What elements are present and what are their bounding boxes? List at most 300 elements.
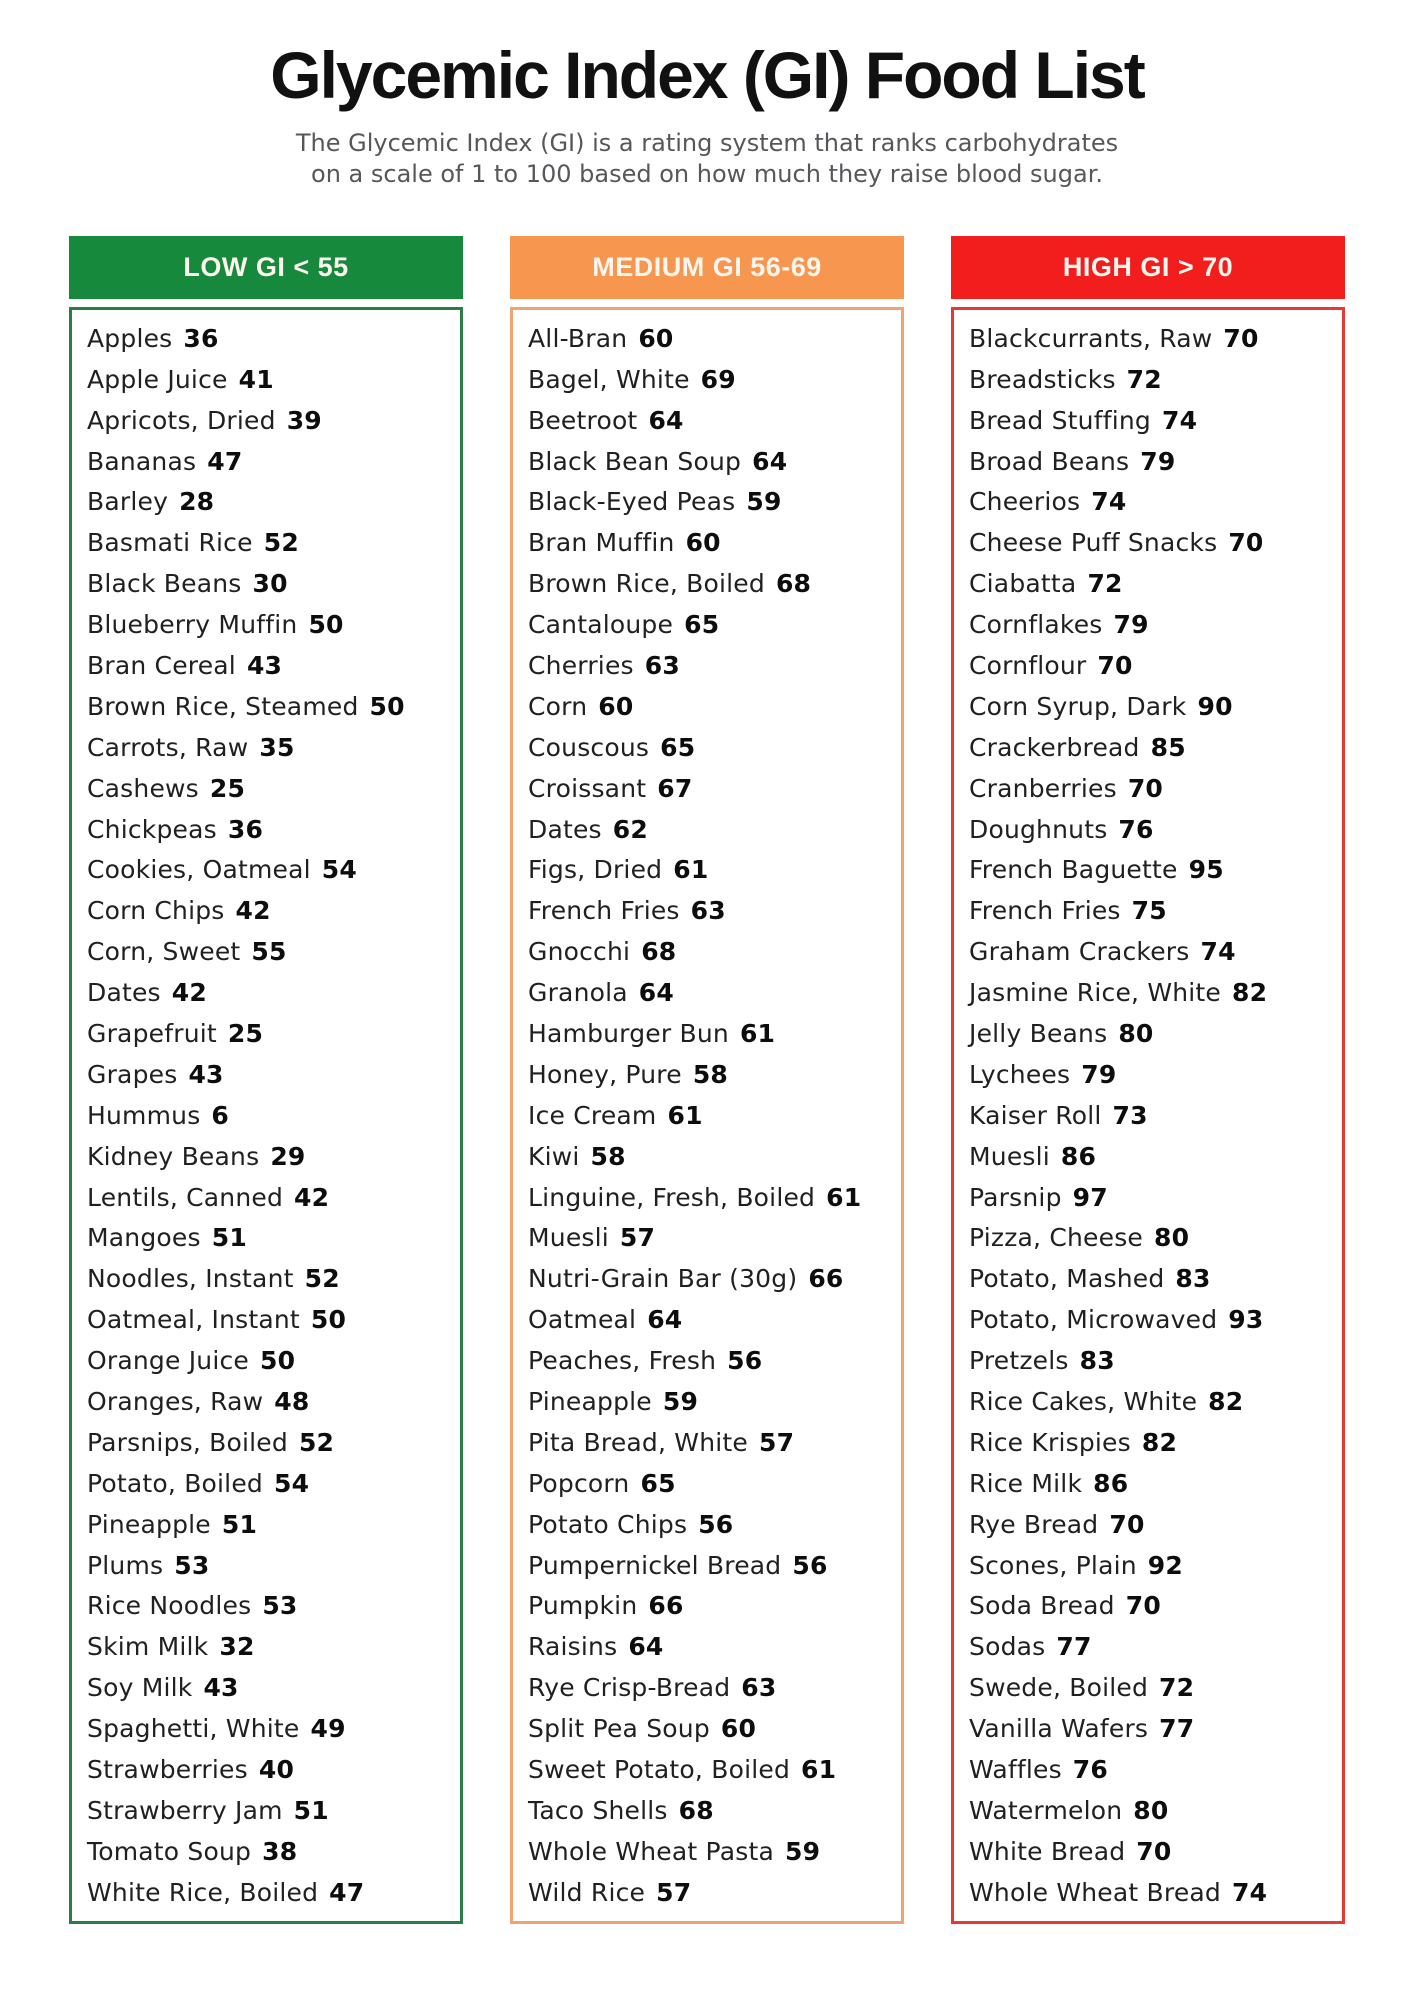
column-header-medium: MEDIUM GI 56-69 (510, 236, 904, 299)
food-name: Apple Juice (87, 364, 228, 394)
food-item (969, 849, 1334, 890)
food-name: Brown Rice, Boiled (528, 569, 765, 599)
food-gi-value: 68 (775, 569, 812, 599)
food-name: Pizza, Cheese (969, 1223, 1143, 1253)
food-gi-value: 54 (273, 1468, 310, 1498)
food-name: Waffles (969, 1755, 1062, 1784)
food-item (528, 1872, 893, 1913)
food-item (528, 1831, 893, 1872)
food-item (969, 1258, 1334, 1299)
food-item (87, 400, 452, 441)
food-item (528, 931, 893, 972)
food-name: Blueberry Muffin (87, 610, 298, 640)
food-gi-value: 38 (262, 1836, 298, 1866)
food-name: Nutri-Grain Bar (30g) (528, 1264, 798, 1294)
food-item (528, 1586, 893, 1627)
food-gi-value: 28 (179, 487, 215, 517)
food-gi-value: 57 (758, 1427, 795, 1457)
food-item (87, 359, 452, 400)
food-item (969, 1831, 1334, 1872)
food-name: Noodles, Instant (87, 1264, 294, 1294)
food-gi-value: 74 (1091, 487, 1127, 517)
food-gi-value: 83 (1079, 1346, 1115, 1376)
food-name: Mangoes (87, 1223, 201, 1253)
food-gi-value: 43 (246, 650, 283, 680)
food-item (87, 1708, 452, 1749)
food-item (87, 1258, 452, 1299)
food-name: Bread Stuffing (969, 405, 1151, 435)
food-gi-value: 57 (656, 1877, 692, 1907)
food-item (528, 604, 893, 645)
food-name: Vanilla Wafers (969, 1714, 1149, 1744)
food-gi-value: 83 (1175, 1264, 1211, 1294)
food-item (528, 522, 893, 563)
food-name: Black-Eyed Peas (528, 487, 736, 517)
food-item (528, 1217, 893, 1258)
food-gi-value: 86 (1093, 1468, 1129, 1498)
food-name: Sodas (969, 1632, 1046, 1662)
food-item (87, 1095, 452, 1136)
food-item (969, 1586, 1334, 1627)
food-gi-value: 70 (1228, 528, 1264, 558)
page-subtitle (0, 128, 1414, 190)
food-item (528, 972, 893, 1013)
food-gi-value: 77 (1159, 1714, 1195, 1744)
food-item (528, 1422, 893, 1463)
food-name: Pumpkin (528, 1591, 638, 1621)
food-name: French Baguette (969, 855, 1178, 885)
food-name: Soda Bread (969, 1591, 1115, 1621)
food-item (87, 1463, 452, 1504)
food-name: Parsnips, Boiled (87, 1427, 288, 1457)
food-name: Corn (528, 691, 588, 721)
food-name: Croissant (528, 773, 647, 803)
food-item (969, 1340, 1334, 1381)
food-item (969, 645, 1334, 686)
food-item (528, 1463, 893, 1504)
food-gi-value: 68 (641, 937, 677, 967)
food-name: Cashews (87, 773, 199, 803)
food-item (969, 1545, 1334, 1586)
food-item (969, 318, 1334, 359)
food-name: Doughnuts (969, 814, 1108, 844)
food-name: Oatmeal (528, 1305, 637, 1335)
food-gi-value: 63 (741, 1673, 777, 1703)
food-item (87, 1340, 452, 1381)
food-gi-value: 70 (1097, 650, 1133, 680)
food-item (969, 1381, 1334, 1422)
food-gi-value: 47 (329, 1877, 365, 1907)
food-name: Barley (87, 487, 169, 517)
food-gi-value: 59 (746, 487, 782, 517)
food-name: Pita Bread, White (528, 1427, 748, 1457)
gi-columns-container (68, 236, 1346, 1924)
food-item (969, 563, 1334, 604)
food-gi-value: 6 (211, 1100, 230, 1130)
food-item (87, 1299, 452, 1340)
food-item (87, 972, 452, 1013)
food-gi-value: 58 (590, 1141, 626, 1171)
food-name: Potato, Boiled (87, 1468, 263, 1498)
food-name: Cornflour (969, 650, 1087, 680)
food-name: Rye Bread (969, 1509, 1099, 1539)
food-item (969, 359, 1334, 400)
food-item (969, 1095, 1334, 1136)
food-name: All-Bran (528, 323, 628, 353)
food-name: Cornflakes (969, 610, 1103, 640)
food-name: French Fries (969, 896, 1121, 926)
food-gi-value: 61 (826, 1182, 862, 1212)
food-name: Lentils, Canned (87, 1182, 284, 1212)
food-name: Breadsticks (969, 364, 1116, 394)
food-gi-value: 51 (221, 1509, 258, 1539)
food-item (87, 1013, 452, 1054)
food-item (87, 1831, 452, 1872)
food-item (969, 809, 1334, 850)
food-item (87, 1422, 452, 1463)
food-gi-value: 60 (720, 1714, 757, 1744)
food-gi-value: 61 (667, 1100, 703, 1130)
food-name: Muesli (969, 1141, 1050, 1171)
food-name: Hamburger Bun (528, 1018, 729, 1048)
column-header-low: LOW GI < 55 (69, 236, 463, 299)
food-name: Cookies, Oatmeal (87, 855, 311, 885)
food-item (969, 1299, 1334, 1340)
food-gi-value: 48 (274, 1386, 310, 1416)
food-name: Grapes (87, 1059, 178, 1089)
food-gi-value: 70 (1223, 323, 1259, 353)
food-gi-value: 53 (262, 1591, 298, 1621)
food-item (528, 1054, 893, 1095)
food-gi-value: 76 (1118, 814, 1154, 844)
subtitle-line-1: The Glycemic Index (GI) is a rating system that ranks carbohydrates (295, 128, 1119, 157)
food-name: Muesli (528, 1223, 609, 1253)
food-name: Oranges, Raw (87, 1386, 264, 1416)
food-name: French Fries (528, 896, 680, 926)
food-item (969, 1667, 1334, 1708)
food-item (528, 1136, 893, 1177)
food-item (969, 931, 1334, 972)
food-item (87, 1667, 452, 1708)
food-gi-value: 68 (678, 1795, 714, 1825)
food-item (87, 318, 452, 359)
food-name: Skim Milk (87, 1632, 209, 1662)
food-item (969, 727, 1334, 768)
food-item (528, 686, 893, 727)
food-item (969, 400, 1334, 441)
food-gi-value: 55 (251, 937, 287, 967)
food-name: Corn Chips (87, 896, 225, 926)
food-item (528, 1299, 893, 1340)
food-name: Black Beans (87, 569, 242, 599)
food-name: Pineapple (87, 1509, 211, 1539)
food-item (87, 1504, 452, 1545)
food-gi-value: 60 (638, 323, 674, 353)
food-gi-value: 86 (1060, 1141, 1097, 1171)
food-name: Rice Cakes, White (969, 1386, 1198, 1416)
food-gi-value: 82 (1141, 1427, 1178, 1457)
food-name: Pretzels (969, 1346, 1069, 1376)
food-gi-value: 62 (612, 814, 648, 844)
food-name: Broad Beans (969, 446, 1130, 476)
column-list-medium (510, 307, 904, 1924)
food-name: Crackerbread (969, 732, 1140, 762)
food-gi-value: 80 (1118, 1018, 1154, 1048)
food-name: Graham Crackers (969, 937, 1190, 967)
food-name: Granola (528, 978, 628, 1008)
food-item (969, 768, 1334, 809)
food-gi-value: 61 (673, 855, 709, 885)
food-item (87, 1545, 452, 1586)
food-gi-value: 52 (263, 528, 299, 558)
food-gi-value: 75 (1131, 896, 1167, 926)
food-gi-value: 74 (1232, 1877, 1268, 1907)
food-gi-value: 70 (1127, 773, 1164, 803)
food-name: Watermelon (969, 1795, 1123, 1825)
food-gi-value: 70 (1136, 1836, 1172, 1866)
food-gi-value: 32 (219, 1632, 255, 1662)
food-gi-value: 43 (203, 1673, 239, 1703)
food-item (528, 645, 893, 686)
food-name: Apples (87, 323, 173, 353)
food-name: Potato, Mashed (969, 1264, 1165, 1294)
food-gi-value: 52 (304, 1264, 340, 1294)
food-name: Whole Wheat Pasta (528, 1836, 774, 1866)
food-gi-value: 93 (1228, 1305, 1264, 1335)
food-gi-value: 65 (660, 732, 696, 762)
food-item (87, 1177, 452, 1218)
food-item (87, 890, 452, 931)
food-item (528, 1095, 893, 1136)
food-item (528, 1749, 893, 1790)
subtitle-line-2: on a scale of 1 to 100 based on how much they raise blood sugar. (311, 159, 1103, 188)
food-item (969, 1504, 1334, 1545)
food-gi-value: 69 (700, 364, 736, 394)
food-item (87, 849, 452, 890)
food-name: Apricots, Dried (87, 405, 276, 435)
food-name: Split Pea Soup (528, 1714, 710, 1744)
food-item (969, 481, 1334, 522)
column-list-low (69, 307, 463, 1924)
food-gi-value: 40 (258, 1755, 295, 1784)
food-name: Bananas (87, 446, 197, 476)
food-name: Rye Crisp-Bread (528, 1673, 731, 1703)
food-gi-value: 60 (685, 528, 721, 558)
food-gi-value: 74 (1161, 405, 1198, 435)
food-name: Strawberries (87, 1755, 248, 1784)
food-name: Honey, Pure (528, 1059, 682, 1089)
food-item (87, 1586, 452, 1627)
food-item (969, 890, 1334, 931)
food-gi-value: 42 (235, 896, 271, 926)
food-name: Dates (87, 978, 161, 1008)
food-name: Scones, Plain (969, 1550, 1137, 1580)
food-item (87, 727, 452, 768)
food-item (969, 441, 1334, 482)
food-name: Parsnip (969, 1182, 1062, 1212)
food-name: Cantaloupe (528, 610, 674, 640)
food-gi-value: 42 (294, 1182, 330, 1212)
food-gi-value: 64 (638, 978, 674, 1008)
food-name: Taco Shells (528, 1795, 668, 1825)
food-name: Sweet Potato, Boiled (528, 1755, 791, 1784)
food-item (528, 1340, 893, 1381)
food-gi-value: 65 (684, 610, 720, 640)
food-name: Dates (528, 814, 602, 844)
food-item (87, 481, 452, 522)
food-name: Linguine, Fresh, Boiled (528, 1182, 816, 1212)
food-item (969, 1422, 1334, 1463)
food-item (969, 1872, 1334, 1913)
food-name: Pumpernickel Bread (528, 1550, 782, 1580)
food-gi-value: 80 (1154, 1223, 1190, 1253)
food-gi-value: 66 (808, 1264, 844, 1294)
food-gi-value: 57 (619, 1223, 656, 1253)
food-item (528, 1790, 893, 1831)
food-item (87, 809, 452, 850)
food-item (969, 604, 1334, 645)
food-gi-value: 64 (628, 1632, 664, 1662)
food-gi-value: 79 (1081, 1059, 1117, 1089)
food-gi-value: 53 (174, 1550, 210, 1580)
food-name: Bagel, White (528, 364, 690, 394)
food-item (969, 1136, 1334, 1177)
food-item (528, 1545, 893, 1586)
food-item (87, 1136, 452, 1177)
food-name: Cranberries (969, 773, 1117, 803)
food-name: Soy Milk (87, 1673, 193, 1703)
food-gi-value: 92 (1147, 1550, 1183, 1580)
food-gi-value: 50 (310, 1305, 347, 1335)
food-gi-value: 64 (648, 405, 684, 435)
food-gi-value: 41 (238, 364, 274, 394)
food-gi-value: 64 (647, 1305, 683, 1335)
food-gi-value: 51 (293, 1795, 329, 1825)
food-item (87, 1872, 452, 1913)
food-name: Grapefruit (87, 1018, 217, 1048)
food-item (87, 563, 452, 604)
food-name: Figs, Dried (528, 855, 663, 885)
food-gi-value: 29 (270, 1141, 306, 1171)
food-item (969, 1790, 1334, 1831)
food-name: Basmati Rice (87, 528, 253, 558)
food-item (87, 522, 452, 563)
food-name: Cherries (528, 650, 634, 680)
food-gi-value: 56 (698, 1509, 734, 1539)
food-name: Whole Wheat Bread (969, 1877, 1221, 1907)
food-name: White Bread (969, 1836, 1126, 1866)
food-name: Oatmeal, Instant (87, 1305, 300, 1335)
column-high-gi (951, 236, 1345, 1924)
food-gi-value: 56 (727, 1346, 763, 1376)
food-item (87, 1790, 452, 1831)
food-item (969, 1177, 1334, 1218)
food-gi-value: 47 (207, 446, 243, 476)
food-item (969, 1626, 1334, 1667)
food-name: Carrots, Raw (87, 732, 249, 762)
food-gi-value: 42 (171, 978, 207, 1008)
food-gi-value: 60 (598, 691, 634, 721)
food-item (528, 1667, 893, 1708)
food-item (969, 972, 1334, 1013)
food-gi-value: 82 (1208, 1386, 1244, 1416)
food-item (87, 1217, 452, 1258)
food-name: Strawberry Jam (87, 1795, 283, 1825)
food-name: Corn, Sweet (87, 937, 241, 967)
food-name: Orange Juice (87, 1346, 250, 1376)
food-name: Rice Krispies (969, 1427, 1131, 1457)
food-name: Cheerios (969, 487, 1081, 517)
food-gi-value: 30 (252, 569, 288, 599)
food-name: Ciabatta (969, 569, 1077, 599)
column-header-high: HIGH GI > 70 (951, 236, 1345, 299)
food-name: Gnocchi (528, 937, 631, 967)
column-medium-gi (510, 236, 904, 1924)
food-name: Raisins (528, 1632, 618, 1662)
food-name: Jelly Beans (969, 1018, 1108, 1048)
food-item (528, 1177, 893, 1218)
food-item (528, 1626, 893, 1667)
food-gi-value: 36 (227, 814, 264, 844)
food-name: Potato Chips (528, 1509, 688, 1539)
food-name: Cheese Puff Snacks (969, 528, 1218, 558)
food-gi-value: 72 (1159, 1673, 1195, 1703)
food-name: Tomato Soup (87, 1836, 252, 1866)
food-name: Ice Cream (528, 1100, 657, 1130)
food-item (87, 768, 452, 809)
food-gi-value: 43 (188, 1059, 224, 1089)
food-gi-value: 80 (1133, 1795, 1169, 1825)
food-gi-value: 56 (792, 1550, 828, 1580)
food-gi-value: 50 (260, 1346, 296, 1376)
food-name: Brown Rice, Steamed (87, 691, 359, 721)
food-gi-value: 72 (1087, 569, 1123, 599)
food-item (528, 318, 893, 359)
food-name: Couscous (528, 732, 650, 762)
food-gi-value: 67 (657, 773, 693, 803)
food-item (969, 1217, 1334, 1258)
food-name: Bran Muffin (528, 528, 675, 558)
food-gi-value: 66 (648, 1591, 684, 1621)
food-gi-value: 25 (209, 773, 246, 803)
food-gi-value: 59 (784, 1836, 821, 1866)
food-name: Kiwi (528, 1141, 580, 1171)
food-name: Blackcurrants, Raw (969, 323, 1213, 353)
food-item (528, 563, 893, 604)
food-gi-value: 64 (752, 446, 788, 476)
food-gi-value: 85 (1150, 732, 1186, 762)
food-item (87, 931, 452, 972)
food-item (528, 809, 893, 850)
food-gi-value: 51 (211, 1223, 247, 1253)
food-item (87, 1381, 452, 1422)
food-item (528, 1381, 893, 1422)
food-name: Jasmine Rice, White (969, 978, 1222, 1008)
food-item (969, 1749, 1334, 1790)
food-gi-value: 39 (286, 405, 322, 435)
food-item (87, 645, 452, 686)
food-item (969, 1054, 1334, 1095)
food-gi-value: 82 (1232, 978, 1268, 1008)
food-item (528, 890, 893, 931)
food-gi-value: 35 (259, 732, 295, 762)
food-item (87, 1054, 452, 1095)
food-item (969, 522, 1334, 563)
food-item (528, 400, 893, 441)
food-gi-value: 63 (644, 650, 680, 680)
food-item (87, 1626, 452, 1667)
food-gi-value: 97 (1072, 1182, 1108, 1212)
